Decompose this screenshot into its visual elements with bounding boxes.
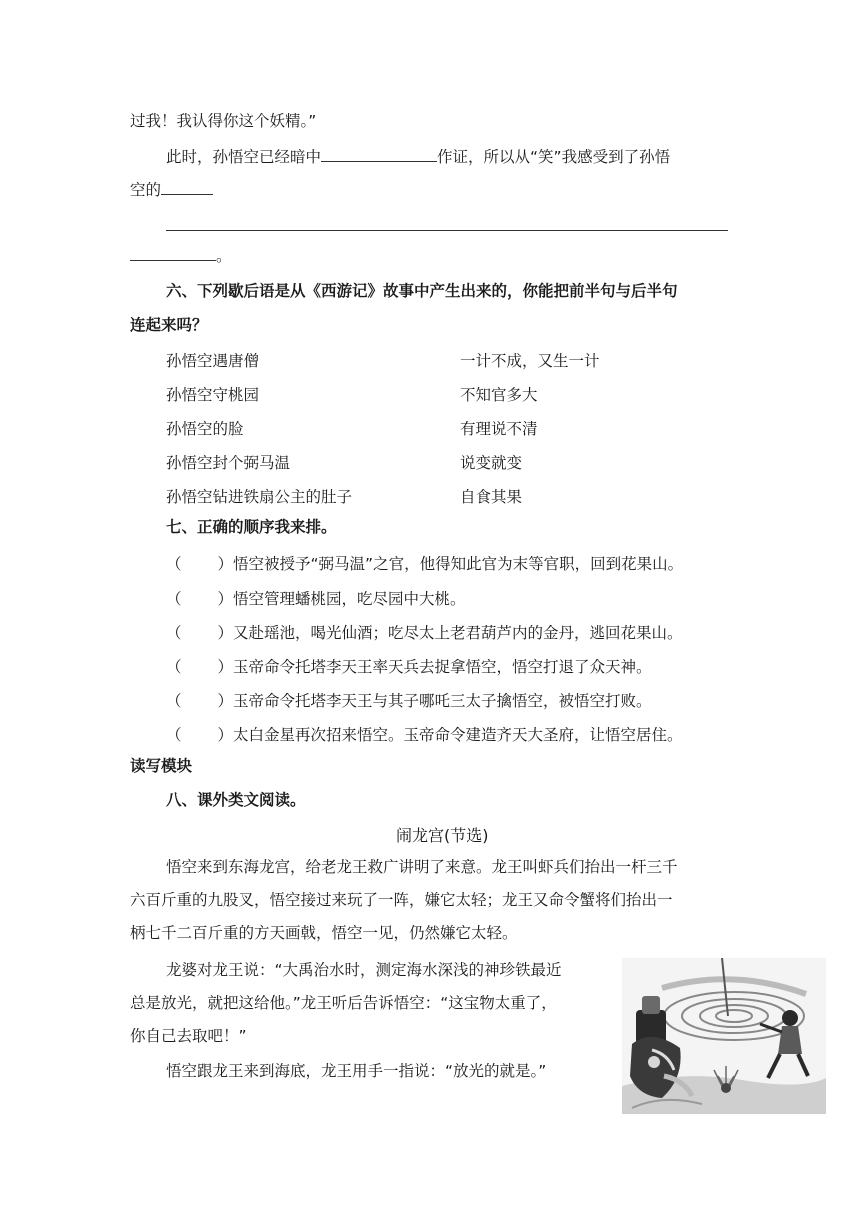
paren-close: ） xyxy=(217,692,234,710)
section-heading: 六、下列歇后语是从《西游记》故事中产生出来的，你能把前半句与后半句 xyxy=(166,282,678,300)
text-fragment: 。 xyxy=(216,247,232,265)
match-left-item[interactable]: 孙悟空的脸 xyxy=(166,420,244,438)
order-item-text: 玉帝命令托塔李天王率天兵去捉拿悟空，悟空打退了众天神。 xyxy=(233,658,652,676)
text-line xyxy=(130,246,232,266)
match-right-item[interactable]: 说变就变 xyxy=(460,454,523,472)
paren-open: （ xyxy=(166,590,182,608)
answer-line[interactable] xyxy=(166,230,728,231)
order-item xyxy=(166,655,652,677)
match-right-item[interactable]: 自食其果 xyxy=(460,488,523,506)
paren-open: （ xyxy=(166,726,182,744)
match-left-item[interactable]: 孙悟空遇唐僧 xyxy=(166,352,260,370)
paren-close: ） xyxy=(217,726,234,744)
passage-line: 龙婆对龙王说：“大禹治水时，测定海水深浅的神珍铁最近 xyxy=(166,961,562,979)
order-item-text: 悟空管理蟠桃园，吃尽园中大桃。 xyxy=(233,590,466,608)
answer-blank[interactable] xyxy=(321,147,437,162)
passage-line: 悟空来到东海龙宫，给老龙王救广讲明了来意。龙王叫虾兵们抬出一杆三千 xyxy=(166,858,678,876)
text-fragment: 此时，孙悟空已经暗中 xyxy=(166,148,322,166)
passage-line: 柄七千二百斤重的方天画戟，悟空一见，仍然嫌它太轻。 xyxy=(130,924,518,942)
paren-open: （ xyxy=(166,658,182,676)
section-heading-cont: 连起来吗？ xyxy=(130,316,208,334)
match-right-item[interactable]: 不知官多大 xyxy=(460,386,538,404)
answer-blank[interactable] xyxy=(130,246,216,261)
paren-open: （ xyxy=(166,624,182,642)
paren-close: ） xyxy=(217,590,234,608)
paren-close: ） xyxy=(217,624,234,642)
section-heading: 七、正确的顺序我来排。 xyxy=(166,518,337,536)
module-label: 读写模块 xyxy=(130,757,193,775)
match-right-item[interactable]: 有理说不清 xyxy=(460,420,538,438)
match-left-item[interactable]: 孙悟空守桃园 xyxy=(166,386,260,404)
order-item-text: 又赴瑶池，喝光仙酒；吃尽太上老君葫芦内的金丹，逃回花果山。 xyxy=(233,624,683,642)
passage-line: 你自己去取吧！” xyxy=(130,1027,247,1045)
passage-line: 总是放光，就把这给他。”龙王听后告诉悟空：“这宝物太重了， xyxy=(130,994,557,1012)
order-item-text: 悟空被授予“弼马温”之官，他得知此官为末等官职，回到花果山。 xyxy=(233,555,684,573)
passage-line: 六百斤重的九股叉，悟空接过来玩了一阵，嫌它太轻；龙王又命令蟹将们抬出一 xyxy=(130,891,673,909)
match-right-item[interactable]: 一计不成，又生一计 xyxy=(460,352,600,370)
match-left-item[interactable]: 孙悟空钻进铁扇公主的肚子 xyxy=(166,488,353,506)
order-item xyxy=(166,723,683,745)
match-left-item[interactable]: 孙悟空封个弼马温 xyxy=(166,454,291,472)
passage-line: 悟空跟龙王来到海底，龙王用手一指说：“放光的就是。” xyxy=(166,1062,547,1080)
illustration-image xyxy=(622,958,826,1114)
order-item xyxy=(166,621,683,643)
answer-blank[interactable] xyxy=(161,180,213,195)
section-heading: 八、课外类文阅读。 xyxy=(166,791,306,809)
order-item xyxy=(166,587,466,609)
paren-open: （ xyxy=(166,555,182,573)
text-fragment: 空的 xyxy=(130,181,162,199)
paren-open: （ xyxy=(166,692,182,710)
text-fragment: 作证，所以从“笑”我感受到了孙悟 xyxy=(437,148,671,166)
passage-title: 闹龙宫(节选) xyxy=(396,826,489,845)
order-item-text: 玉帝命令托塔李天王与其子哪吒三太子擒悟空，被悟空打败。 xyxy=(233,692,652,710)
paren-close: ） xyxy=(217,555,234,573)
order-item-text: 太白金星再次招来悟空。玉帝命令建造齐天大圣府，让悟空居住。 xyxy=(233,726,683,744)
text-line xyxy=(130,180,213,200)
text-line xyxy=(166,147,670,167)
text-line: 过我！我认得你这个妖精。” xyxy=(130,112,317,130)
order-item xyxy=(166,552,683,574)
order-item xyxy=(166,689,652,711)
paren-close: ） xyxy=(217,658,234,676)
